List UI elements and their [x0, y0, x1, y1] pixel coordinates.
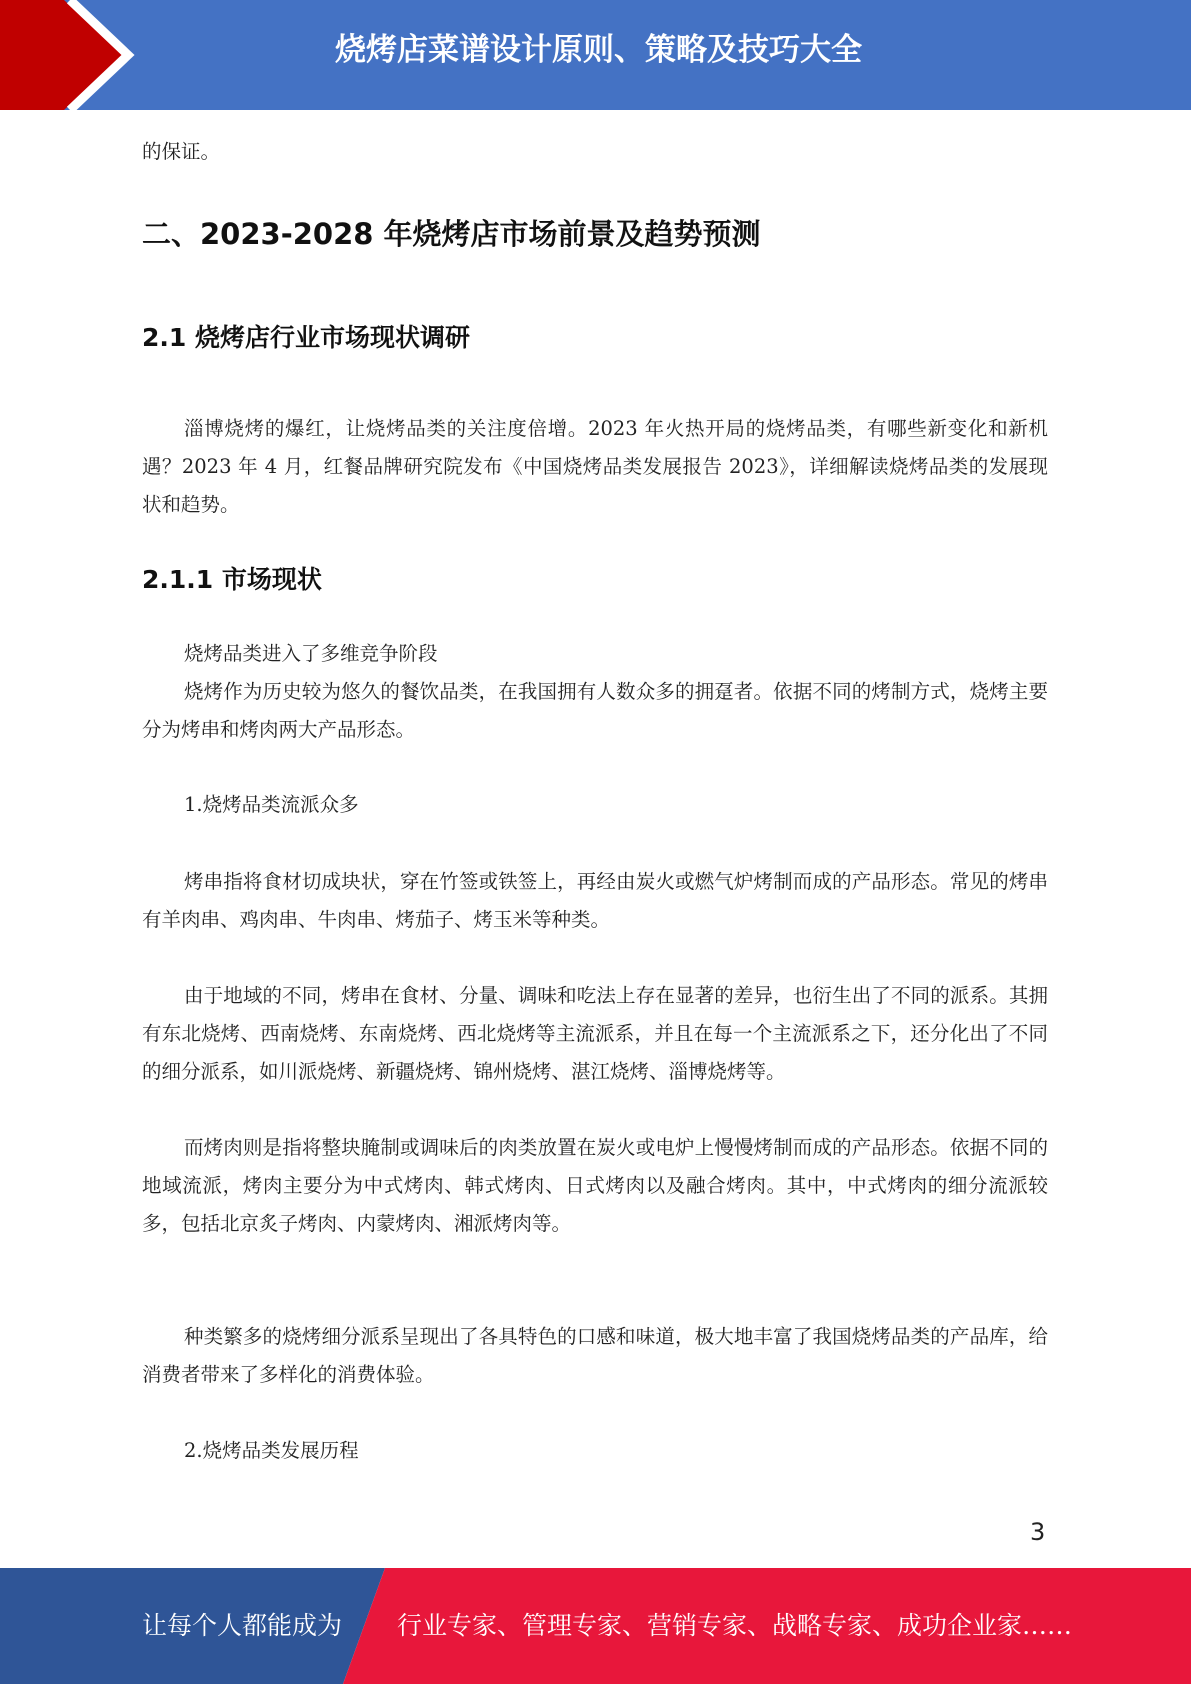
- footer-slogan-left: 让每个人都能成为: [142, 1611, 343, 1640]
- header-red-block: [0, 0, 122, 110]
- point-1-heading: 1.烧烤品类流派众多: [184, 793, 359, 816]
- page-footer: [0, 1568, 1191, 1684]
- continuation-text: 的保证。: [142, 140, 221, 163]
- page-number: 3: [1030, 1518, 1046, 1546]
- subsubsection-heading: 2.1.1 市场现状: [142, 565, 322, 594]
- page-header: [0, 0, 1191, 110]
- footer-slogan-right: 行业专家、管理专家、营销专家、战略专家、成功企业家……: [397, 1611, 1073, 1640]
- skewer-paragraph: 烤串指将食材切成块状，穿在竹签或铁签上，再经由炭火或燃气炉烤制而成的产品形态。常见的烤串有羊肉串、鸡肉串、牛肉串、烤茄子、烤玉米等种类。: [142, 870, 1048, 931]
- document-title: 烧烤店菜谱设计原则、策略及技巧大全: [335, 32, 862, 68]
- lead-line: 烧烤品类进入了多维竞争阶段: [184, 642, 438, 665]
- intro-paragraph: 淄博烧烤的爆红，让烧烤品类的关注度倍增。2023 年火热开局的烧烤品类，有哪些新变化和新机遇？2023 年 4 月，红餐品牌研究院发布《中国烧烤品类发展报告 2023》，详细解读烧烤品类的发展现状和趋势。: [142, 417, 1048, 516]
- region-paragraph: 由于地域的不同，烤串在食材、分量、调味和吃法上存在显著的差异，也衍生出了不同的派系。其拥有东北烧烤、西南烧烤、东南烧烤、西北烧烤等主流派系，并且在每一个主流派系之下，还分化出了不同的细分派系，如川派烧烤、新疆烧烤、锦州烧烤、湛江烧烤、淄博烧烤等。: [142, 984, 1048, 1083]
- subsection-heading: 2.1 烧烤店行业市场现状调研: [142, 323, 470, 352]
- chevron-arrow-icon: [0, 0, 160, 110]
- variety-paragraph: 种类繁多的烧烤细分派系呈现出了各具特色的口感和味道，极大地丰富了我国烧烤品类的产品库，给消费者带来了多样化的消费体验。: [142, 1325, 1048, 1386]
- overview-paragraph: 烧烤作为历史较为悠久的餐饮品类，在我国拥有人数众多的拥趸者。依据不同的烤制方式，烧烤主要分为烤串和烤肉两大产品形态。: [142, 680, 1048, 741]
- point-2-heading: 2.烧烤品类发展历程: [184, 1439, 359, 1462]
- grill-paragraph: 而烤肉则是指将整块腌制或调味后的肉类放置在炭火或电炉上慢慢烤制而成的产品形态。依据不同的地域流派，烤肉主要分为中式烤肉、韩式烤肉、日式烤肉以及融合烤肉。其中，中式烤肉的细分流派较多，包括北京炙子烤肉、内蒙烤肉、湘派烤肉等。: [142, 1136, 1048, 1235]
- section-heading: 二、2023-2028 年烧烤店市场前景及趋势预测: [142, 217, 761, 251]
